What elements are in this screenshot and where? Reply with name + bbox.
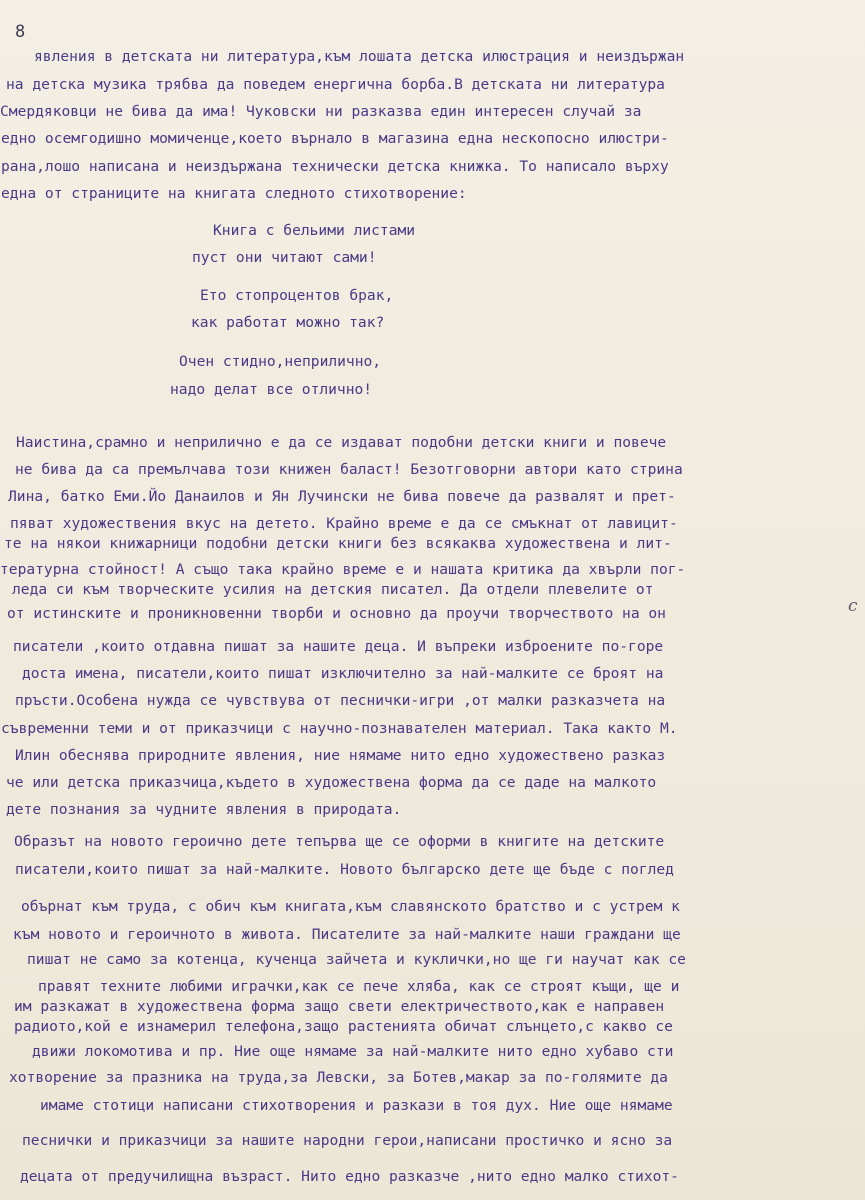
text-line: рана,лошо написана и неиздържана технически детска книжка. То написало върху [1, 158, 669, 175]
text-line: те на някои книжарници подобни детски книги без всякаква художествена и лит- [4, 535, 672, 552]
text-line: от истинските и проникновенни творби и основно да проучи творчеството на он [7, 605, 666, 622]
poem-line: пуст они читают сами! [192, 249, 377, 266]
text-line: пишат не само за котенца, кученца зайчета и куклички,но ще ги научат как се [27, 951, 686, 968]
text-line: пръсти.Особена нужда се чувствува от песнички-игри ,от малки разказчета на [15, 692, 666, 709]
margin-handwritten-mark: с [848, 596, 858, 616]
text-line: пяват художествения вкус на детето. Крайно време е да се смъкнат от лавицит- [10, 515, 678, 532]
poem-line: Очен стидно,неприлично, [179, 353, 382, 370]
text-line: тературна стойност! А също така крайно време е и нашата критика да хвърли пог- [0, 561, 686, 578]
text-line: че или детска приказчица,където в художествена форма да се даде на малкото [6, 774, 657, 791]
text-line: Образът на новото героично дете тепърва ще се оформи в книгите на детските [14, 833, 665, 850]
text-line: правят техните любими играчки,как се пече хляба, как се строят къщи, ще и [38, 978, 680, 995]
text-line: на детска музика трябва да поведем енергична борба.В детската ни литература [6, 76, 665, 93]
poem-line: Книга с бельими листами [213, 222, 416, 239]
text-line: Илин обеснява природните явления, ние нямаме нито едно художествено разказ [15, 747, 666, 764]
page-number: 8 [15, 22, 26, 42]
text-line: една от страниците на книгата следното стихотворение: [1, 185, 467, 202]
text-line: хотворение за празника на труда,за Левски, за Ботев,макар за по-голямите да [9, 1069, 668, 1086]
text-line: Смердяковци не бива да има! Чуковски ни разказва един интересен случай за [0, 103, 642, 120]
text-line: децата от предучилищна възраст. Нито едно разказче ,нито едно малко стихот- [20, 1168, 679, 1185]
text-line: не бива да са премълчава този книжен баласт! Безотговорни автори като стрина [15, 461, 683, 478]
text-line: писатели ,които отдавна пишат за нашите деца. И въпреки изброените по-горе [13, 638, 664, 655]
text-line: доста имена, писатели,които пишат изключително за най-малките се броят на [22, 665, 664, 682]
text-line: песнички и приказчици за нашите народни герои,написани простичко и ясно за [22, 1132, 673, 1149]
text-line: едно осемгодишно момиченце,което върнало в магазина една нескопосно илюстри- [1, 130, 669, 147]
poem-line: как работат можно так? [191, 314, 385, 331]
text-line: дете познания за чудните явления в природата. [6, 801, 402, 818]
text-line: явления в детската ни литература,към лошата детска илюстрация и неиздържан [34, 48, 685, 65]
text-line: към новото и героичното в живота. Писателите за най-малките наши граждани ще [13, 926, 681, 943]
text-line: леда си към творческите усилия на детския писател. Да отдели плевелите от [12, 581, 654, 598]
text-line: радиото,кой е изнамерил телефона,защо растенията обичат слънцето,с какво се [14, 1018, 673, 1035]
text-line: съвременни теми и от приказчици с научно-познавателен материал. Така както М. [1, 720, 678, 737]
text-line: писатели,които пишат за най-малките. Новото българско дете ще бъде с поглед [15, 861, 674, 878]
text-line: Наистина,срамно и неприлично е да се издават подобни детски книги и повече [16, 434, 667, 451]
text-line: движи локомотива и пр. Ние още нямаме за най-малките нито едно хубаво сти [32, 1043, 674, 1060]
poem-line: надо делат все отлично! [170, 381, 373, 398]
text-line: имаме стотици написани стихотворения и разкази в тоя дух. Ние още нямаме [40, 1097, 673, 1114]
text-line: Лина, батко Еми.Йо Данаилов и Ян Лучински не бива повече да развалят и прет- [8, 488, 676, 505]
text-line: обърнат към труда, с обич към книгата,към славянското братство и с устрем к [21, 898, 680, 915]
text-line: им разкажат в художествена форма защо свети електричеството,как е направен [14, 998, 665, 1015]
poem-line: Ето стопроцентов брак, [200, 287, 394, 304]
